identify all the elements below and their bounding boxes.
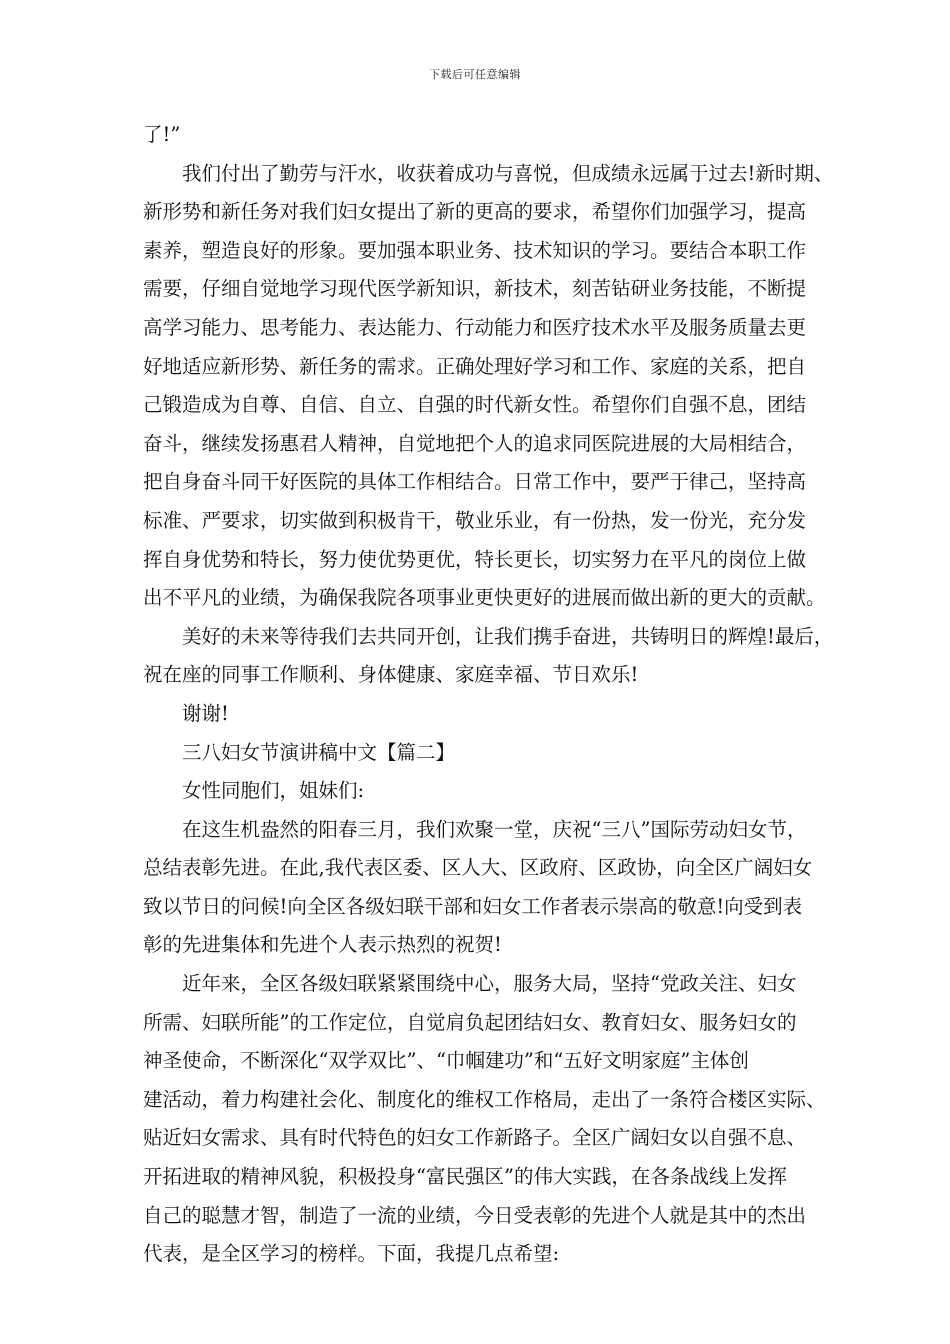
text-line: 自己的聪慧才智，制造了一流的业绩，今日受表彰的先进个人就是其中的杰出	[143, 1203, 807, 1227]
text-line: 把自身奋斗同干好医院的具体工作相结合。日常工作中，要严于律己，坚持高	[143, 470, 807, 494]
text-line: 标准、严要求，切实做到积极肯干，敬业乐业，有一份热，发一份光，充分发	[143, 508, 807, 532]
text-line: 挥自身优势和特长，努力使优势更优，特长更长，切实努力在平凡的岗位上做	[143, 547, 807, 571]
text-line: 致以节日的问候!向全区各级妇联干部和妇女工作者表示崇高的敬意!向受到表	[143, 894, 803, 918]
paragraph-start-line: 在这生机盎然的阳春三月，我们欢聚一堂，庆祝“三八”国际劳动妇女节，	[182, 817, 807, 841]
text-line: 彰的先进集体和先进个人表示热烈的祝贺!	[143, 933, 502, 957]
text-line: 贴近妇女需求、具有时代特色的妇女工作新路子。全区广阔妇女以自强不息、	[143, 1126, 807, 1150]
text-line: 高学习能力、思考能力、表达能力、行动能力和医疗技术水平及服务质量去更	[143, 315, 807, 339]
page-header: 下载后可任意编辑	[429, 68, 521, 81]
paragraph-start-line: 三八妇女节演讲稿中文【篇二】	[182, 740, 456, 764]
text-line: 奋斗，继续发扬惠君人精神，自觉地把个人的追求同医院进展的大局相结合，	[143, 431, 807, 455]
text-line: 总结表彰先进。在此,我代表区委、区人大、区政府、区政协，向全区广阔妇女	[143, 856, 813, 880]
text-line: 开拓进取的精神风貌，积极投身“富民强区”的伟大实践，在各条战线上发挥	[143, 1165, 787, 1189]
text-line: 神圣使命，不断深化“双学双比”、“巾帼建功”和“五好文明家庭”主体创	[143, 1049, 749, 1073]
paragraph-start-line: 美好的未来等待我们去共同开创，让我们携手奋进，共铸明日的辉煌!最后，	[182, 624, 834, 648]
text-line: 代表，是全区学习的榜样。下面，我提几点希望:	[143, 1242, 560, 1266]
paragraph-start-line: 我们付出了勤劳与汗水，收获着成功与喜悦，但成绩永远属于过去!新时期、	[182, 161, 834, 185]
text-line: 所需、妇联所能”的工作定位，自觉肩负起团结妇女、教育妇女、服务妇女的	[143, 1010, 797, 1034]
paragraph-start-line: 女性同胞们，姐妹们:	[182, 779, 365, 803]
text-line: 好地适应新形势、新任务的需求。正确处理好学习和工作、家庭的关系，把自	[143, 354, 807, 378]
text-line: 祝在座的同事工作顺利、身体健康、家庭幸福、节日欢乐!	[143, 663, 639, 687]
text-line: 了!”	[143, 123, 181, 146]
text-line: 新形势和新任务对我们妇女提出了新的更高的要求，希望你们加强学习，提高	[143, 200, 807, 224]
text-line: 己锻造成为自尊、自信、自立、自强的时代新女性。希望你们自强不息，团结	[143, 393, 807, 417]
paragraph-start-line: 谢谢!	[182, 701, 229, 725]
document-body	[143, 116, 833, 1274]
text-line: 需要，仔细自觉地学习现代医学新知识，新技术，刻苦钻研业务技能，不断提	[143, 277, 807, 301]
text-line: 出不平凡的业绩，为确保我院各项事业更快更好的进展而做出新的更大的贡献。	[143, 586, 826, 610]
paragraph-start-line: 近年来，全区各级妇联紧紧围绕中心，服务大局，坚持“党政关注、妇女	[182, 972, 797, 996]
text-line: 建活动，着力构建社会化、制度化的维权工作格局，走出了一条符合楼区实际、	[143, 1087, 826, 1111]
text-line: 素养，塑造良好的形象。要加强本职业务、技术知识的学习。要结合本职工作	[143, 238, 807, 262]
